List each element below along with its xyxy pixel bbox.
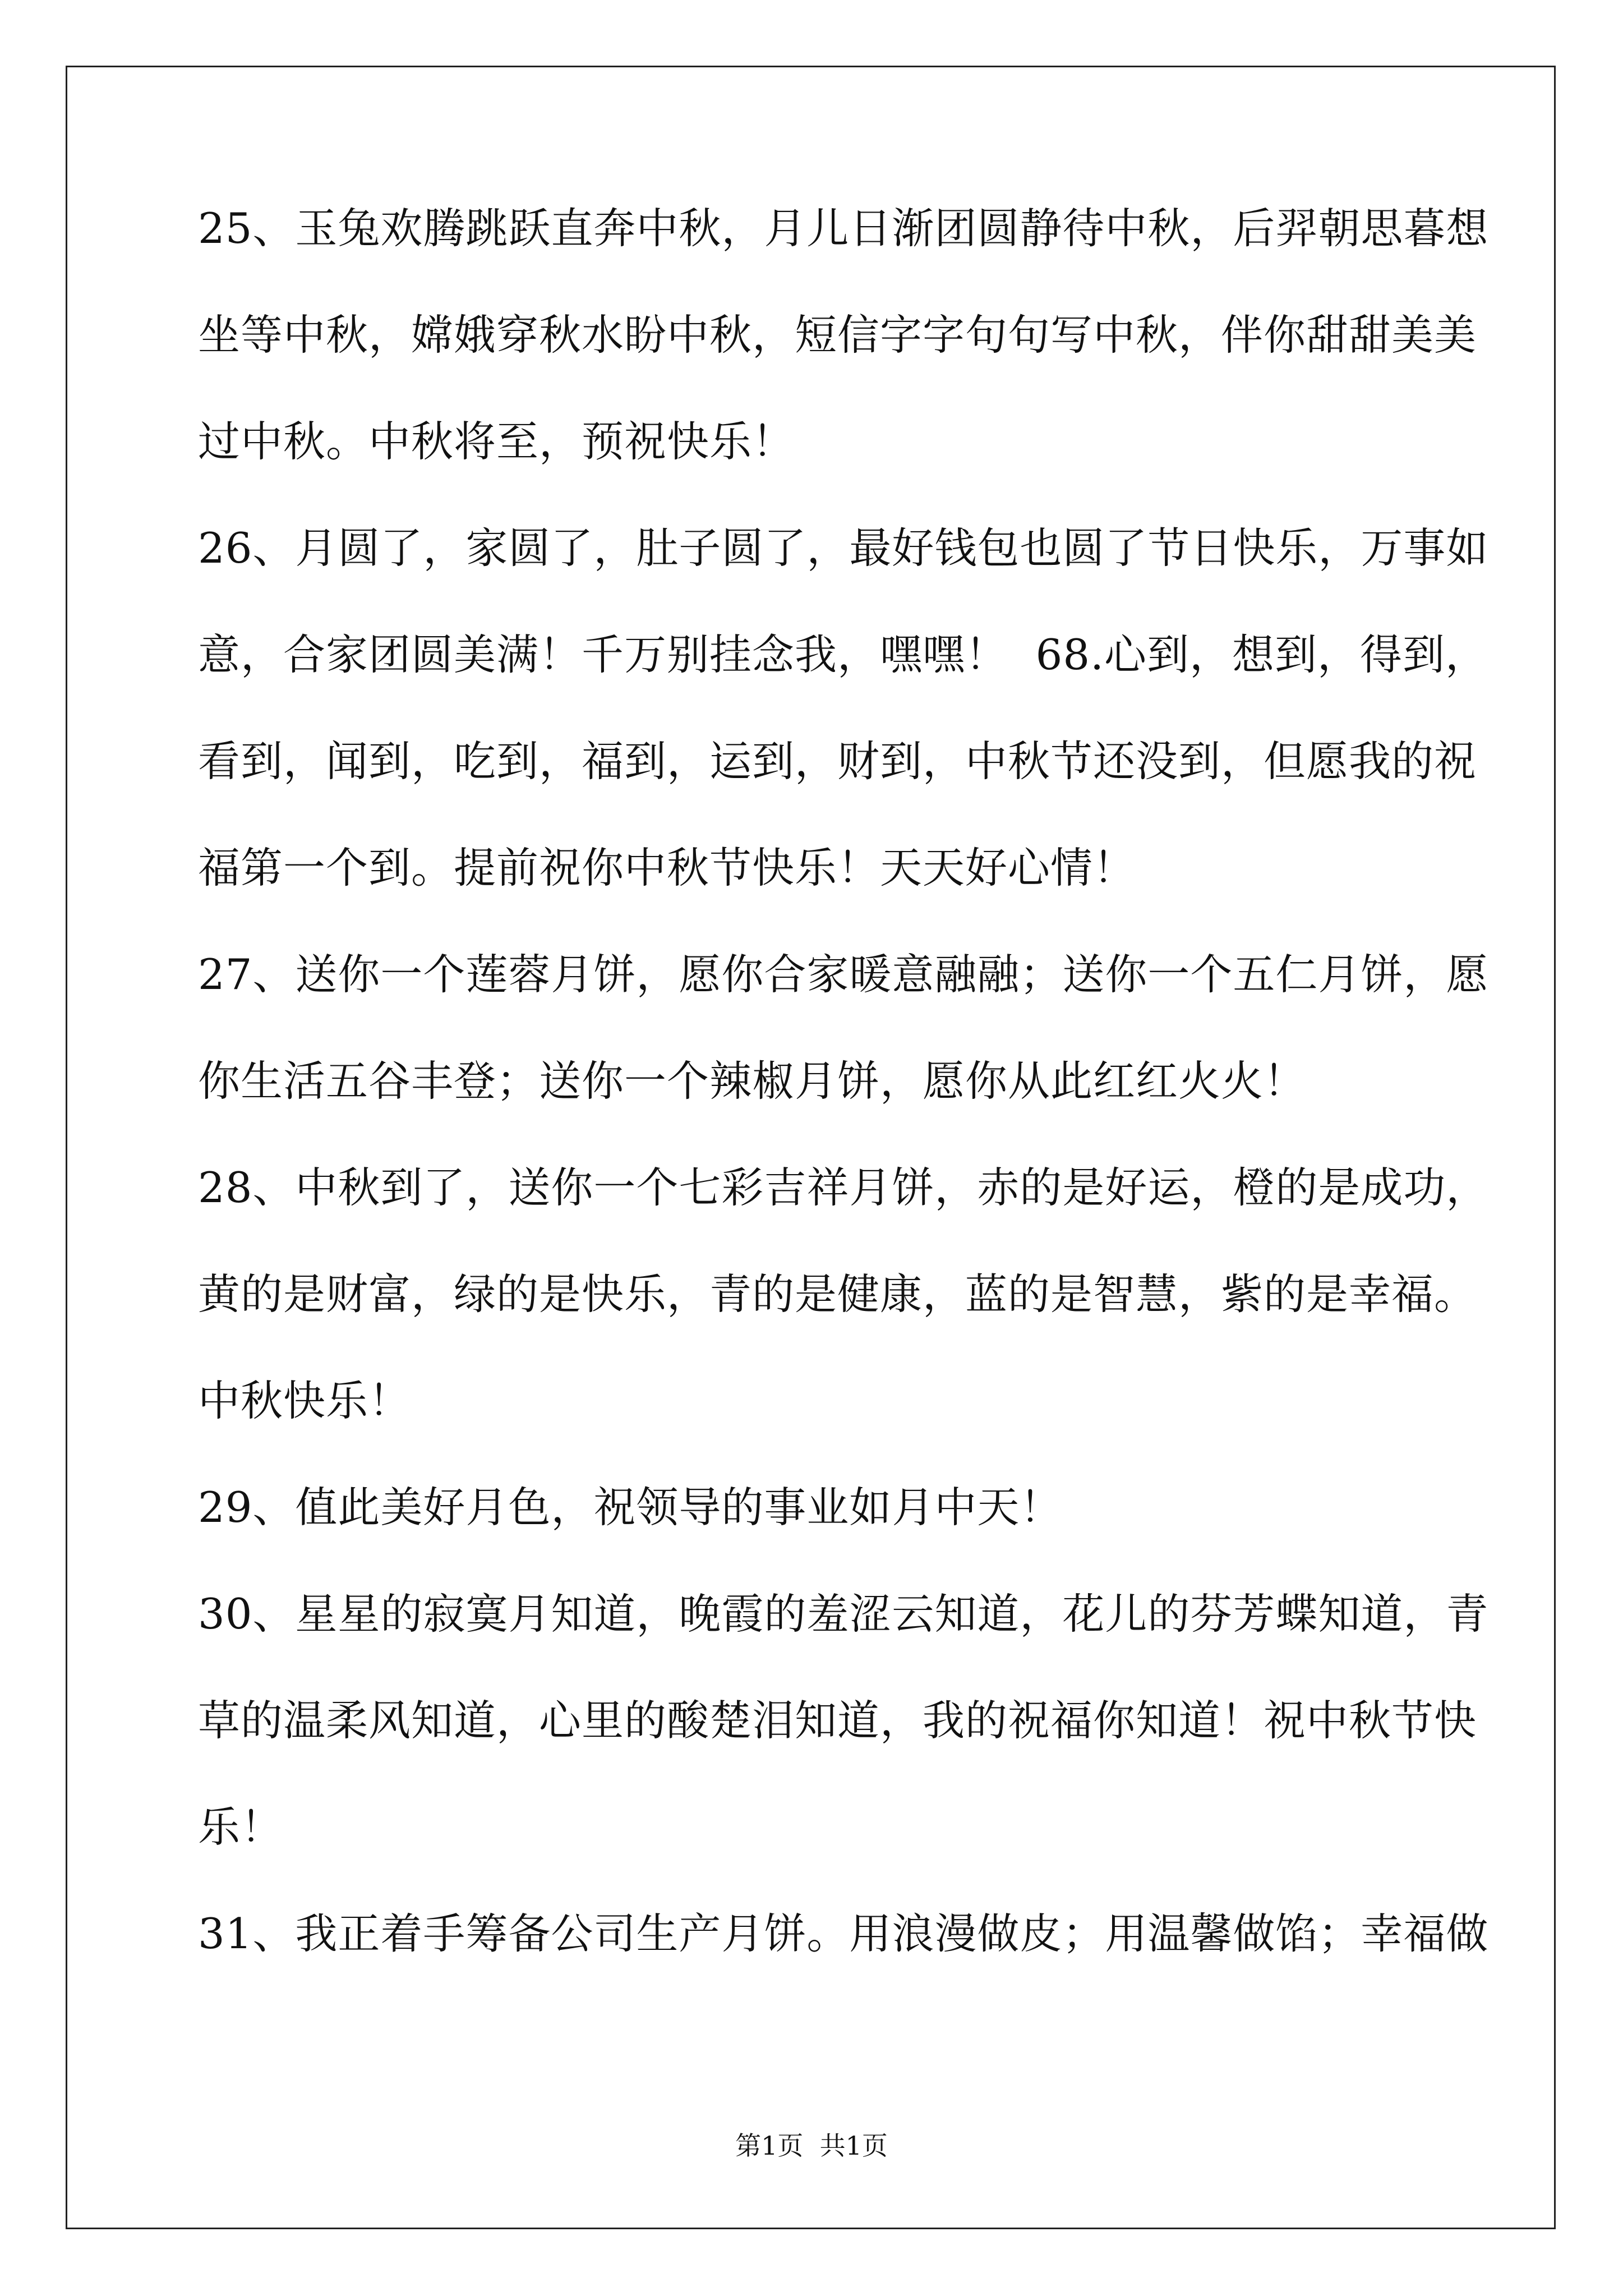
text-line: 黄的是财富，绿的是快乐，青的是健康，蓝的是智慧，紫的是幸福。 [198,1269,1477,1319]
document-body [198,204,1499,2016]
text-line: 你生活五谷丰登；送你一个辣椒月饼，愿你从此红红火火！ [198,1056,1307,1106]
text-line: 26、月圆了，家圆了，肚子圆了，最好钱包也圆了节日快乐，万事如 [198,523,1489,573]
text-line: 坐等中秋，嫦娥穿秋水盼中秋，短信字字句句写中秋，伴你甜甜美美 [198,310,1477,360]
text-line: 27、送你一个莲蓉月饼，愿你合家暖意融融；送你一个五仁月饼，愿 [198,950,1489,999]
text-line: 意，合家团圆美满！千万别挂念我，嘿嘿！ 68.心到，想到，得到， [198,630,1488,679]
text-line: 福第一个到。提前祝你中秋节快乐！天天好心情！ [198,843,1136,892]
text-line: 30、星星的寂寞月知道，晚霞的羞涩云知道，花儿的芬芳蝶知道，青 [198,1589,1489,1639]
text-line: 乐！ [198,1802,284,1852]
text-line: 31、我正着手筹备公司生产月饼。用浪漫做皮；用温馨做馅；幸福做 [198,1909,1489,1958]
text-line: 中秋快乐！ [198,1376,412,1425]
page-footer: 第1页 共1页 [735,2131,888,2161]
text-line: 过中秋。中秋将至，预祝快乐！ [198,417,795,466]
text-line: 25、玉兔欢腾跳跃直奔中秋，月儿日渐团圆静待中秋，后羿朝思暮想 [198,204,1489,253]
text-line: 29、值此美好月色，祝领导的事业如月中天！ [198,1483,1063,1532]
text-line: 28、中秋到了，送你一个七彩吉祥月饼，赤的是好运，橙的是成功， [198,1163,1489,1212]
text-line: 草的温柔风知道，心里的酸楚泪知道，我的祝福你知道！祝中秋节快 [198,1696,1477,1745]
text-line: 看到，闻到，吃到，福到，运到，财到，中秋节还没到，但愿我的祝 [198,737,1477,786]
